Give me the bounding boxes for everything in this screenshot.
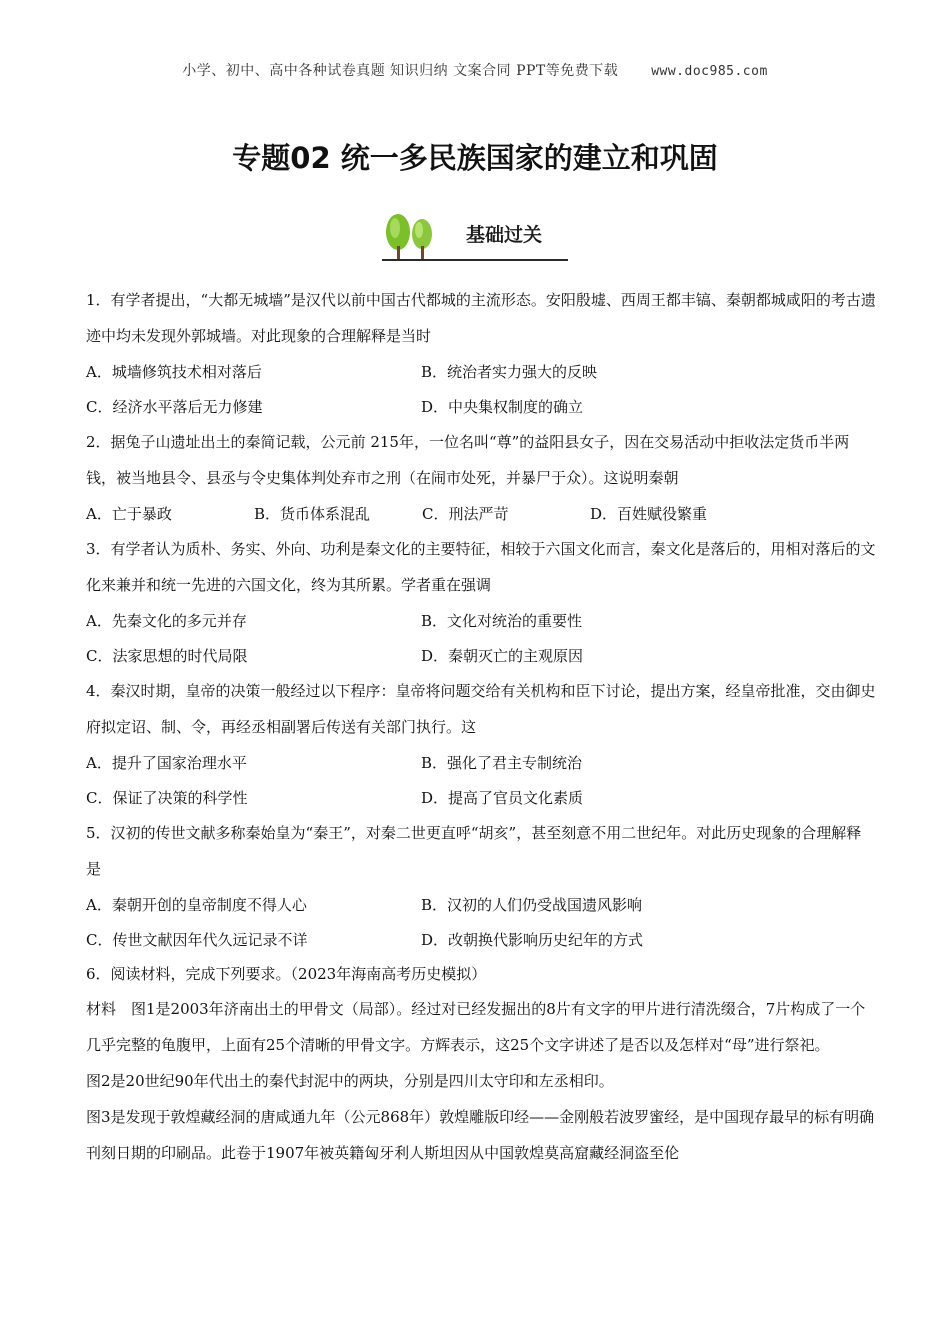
option-c[interactable]: C．法家思想的时代局限 (86, 647, 248, 665)
option-a[interactable]: A．先秦文化的多元并存 (86, 612, 247, 630)
option-d[interactable]: D．改朝换代影响历史纪年的方式 (421, 931, 644, 949)
option-b[interactable]: B．统治者实力强大的反映 (421, 363, 598, 381)
question-3-stem: 3．有学者认为质朴、务实、外向、功利是秦文化的主要特征，相较于六国文化而言，秦文化是落后的，用相对落后的文化来兼并和统一先进的六国文化，终为其所累。学者重在强调 (86, 540, 876, 594)
option-a[interactable]: A．秦朝开创的皇帝制度不得人心 (86, 896, 307, 914)
option-c[interactable]: C．刑法严苛 (422, 505, 509, 523)
option-d[interactable]: D．中央集权制度的确立 (421, 398, 584, 416)
badge-label: 基础过关 (466, 224, 543, 246)
question-5-options-row1 (86, 887, 876, 922)
option-c[interactable]: C．经济水平落后无力修建 (86, 398, 263, 416)
option-d[interactable]: D．百姓赋役繁重 (590, 505, 708, 523)
question-4-options-row1 (86, 745, 876, 780)
option-a[interactable]: A．城墙修筑技术相对落后 (86, 363, 262, 381)
question-5-stem: 5．汉初的传世文献多称秦始皇为“秦王”，对秦二世更直呼“胡亥”，甚至刻意不用二世纪年。对此历史现象的合理解释是 (86, 824, 862, 878)
header-url[interactable]: www.doc985.com (651, 64, 768, 79)
option-d[interactable]: D．秦朝灭亡的主观原因 (421, 647, 584, 665)
question-1-stem: 1．有学者提出，“大都无城墙”是汉代以前中国古代都城的主流形态。安阳殷墟、西周王都丰镐、秦朝都城咸阳的考古遗迹中均未发现外郭城墙。对此现象的合理解释是当时 (86, 291, 876, 345)
question-3-options-row2 (86, 638, 876, 673)
page-title: 专题02 统一多民族国家的建立和巩固 (232, 141, 718, 175)
option-b[interactable]: B．强化了君主专制统治 (421, 754, 583, 772)
question-6-material-1: 材料 图1是2003年济南出土的甲骨文（局部）。经过对已经发掘出的8片有文字的甲片进行清洗缀合，7片构成了一个几乎完整的龟腹甲，上面有25个清晰的甲骨文字。方辉表示，这25个文字讲述了是否以及怎样对“母”进行祭祀。 (86, 1000, 866, 1054)
question-4-options-row2 (86, 780, 876, 815)
option-b[interactable]: B．文化对统治的重要性 (421, 612, 583, 630)
option-a[interactable]: A．提升了国家治理水平 (86, 754, 247, 772)
question-3-options-row1 (86, 603, 876, 638)
question-6-stem: 6．阅读材料，完成下列要求。（2023年海南高考历史模拟） (86, 965, 487, 983)
option-d[interactable]: D．提高了官员文化素质 (421, 789, 584, 807)
option-c[interactable]: C．保证了决策的科学性 (86, 789, 248, 807)
option-b[interactable]: B．汉初的人们仍受战国遗风影响 (421, 896, 643, 914)
question-6-material-2: 图2是20世纪90年代出土的秦代封泥中的两块，分别是四川太守印和左丞相印。 (86, 1072, 614, 1090)
question-6-material-3: 图3是发现于敦煌藏经洞的唐咸通九年（公元868年）敦煌雕版印经——金刚般若波罗蜜经，是中国现存最早的标有明确刊刻日期的印刷品。此卷于1907年被英籍匈牙利人斯坦因从中国敦煌莫高窟藏经洞盗至伦 (86, 1108, 875, 1162)
question-list (86, 282, 876, 1171)
option-a[interactable]: A．亡于暴政 (86, 505, 172, 523)
question-1-options-row2 (86, 389, 876, 424)
question-2-options (86, 496, 876, 531)
question-1-options-row1 (86, 354, 876, 389)
option-c[interactable]: C．传世文献因年代久远记录不详 (86, 931, 308, 949)
question-4-stem: 4．秦汉时期，皇帝的决策一般经过以下程序：皇帝将问题交给有关机构和臣下讨论，提出方案，经皇帝批准，交由御史府拟定诏、制、令，再经丞相副署后传送有关部门执行。这 (86, 682, 876, 736)
option-b[interactable]: B．货币体系混乱 (254, 505, 371, 523)
section-badge (378, 210, 570, 262)
question-2-stem: 2．据兔子山遗址出土的秦简记载，公元前 215年，一位名叫“尊”的益阳县女子，因在交易活动中拒收法定货币半两钱，被当地县令、县丞与令史集体判处弃市之刑（在闹市处死，并暴尸于众）。这说明秦朝 (86, 433, 850, 487)
page-header (0, 60, 950, 80)
question-5-options-row2 (86, 922, 876, 957)
header-text: 小学、初中、高中各种试卷真题 知识归纳 文案合同 PPT等免费下载 (182, 63, 619, 79)
